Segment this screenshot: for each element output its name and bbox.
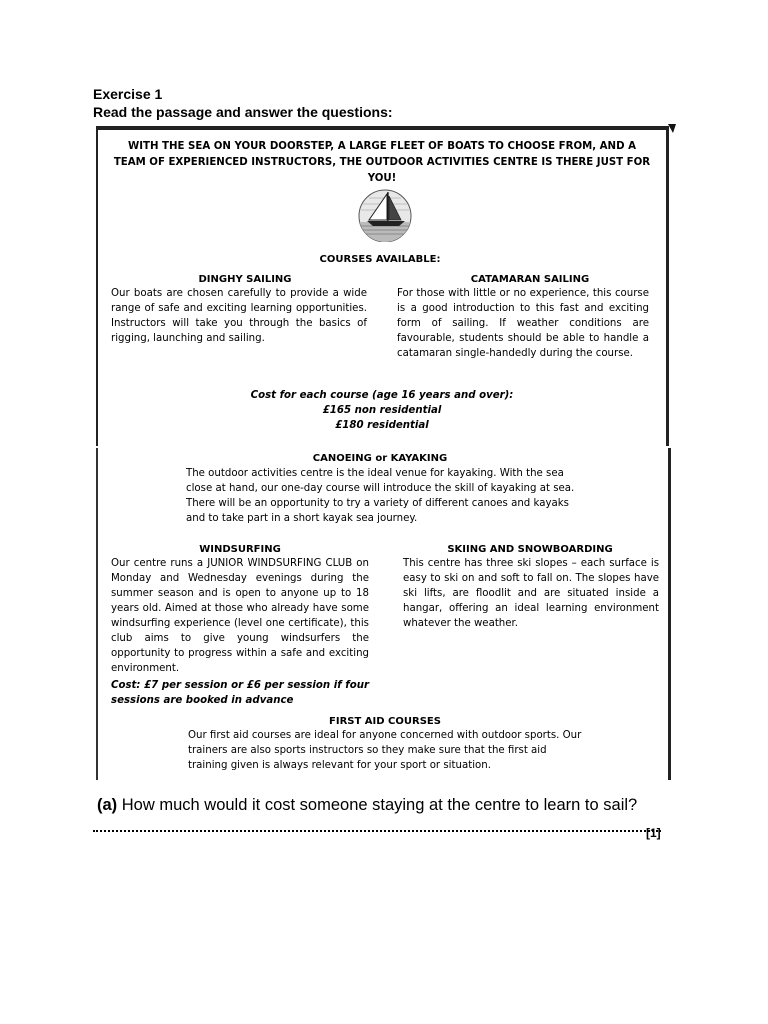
leaflet-headline: WITH THE SEA ON YOUR DOORSTEP, A LARGE FLEET OF BOATS TO CHOOSE FROM, AND A TEAM OF EXPERIENCED INSTRUCTORS, THE OUTDOOR ACTIVITIES CENTRE IS THERE JUST FOR YOU! [113, 141, 651, 184]
courses-heading: COURSES AVAILABLE: [319, 254, 441, 265]
first-aid-heading: FIRST AID COURSES [329, 716, 441, 727]
sailboat-sunset-icon [339, 186, 431, 242]
canoeing-heading: CANOEING or KAYAKING [312, 453, 448, 464]
skiing-text: This centre has three ski slopes – each surface is easy to ski on and soft to fall on. The slopes have ski lifts, are floodlit and are situated inside a hangar, offering an ideal learning environment whatever the weather. [403, 558, 659, 629]
exercise-instruction: Read the passage and answer the questions: [93, 104, 393, 120]
dinghy-heading: DINGHY SAILING [198, 274, 292, 285]
question-text: How much would it cost someone staying at the centre to learn to sail? [121, 796, 638, 814]
windsurfing-cost: Cost: £7 per session or £6 per session if four sessions are booked in advance [111, 680, 369, 706]
canoeing-text: The outdoor activities centre is the ideal venue for kayaking. With the sea close at hand, our one-day course will introduce the skill of kayaking at sea. There will be an opportunity to try a variety of different canoes and kayaks and to take part in a short kayak sea journey. [186, 468, 575, 524]
windsurfing-text: Our centre runs a JUNIOR WINDSURFING CLUB on Monday and Wednesday evenings during the summer season and is open to anyone up to 18 years old. Aimed at those who already have some windsurfing experience (level one certificate), this club aims to give young windsurfers the opportunity to progress within a safe and exciting environment. [111, 558, 369, 674]
cost-line-2: £165 non residential [322, 405, 442, 416]
first-aid-text: Our first aid courses are ideal for anyone concerned with outdoor sports. Our trainers are also sports instructors so they make sure that the first aid training given is always relevant for your sport or situation. [188, 730, 582, 771]
answer-line[interactable] [93, 830, 661, 832]
skiing-heading: SKIING AND SNOWBOARDING [447, 544, 613, 555]
question-a [97, 796, 637, 815]
dinghy-text: Our boats are chosen carefully to provide a wide range of safe and exciting learning opportunities. Instructors will take you through the basics of rigging, launching and sailing. [111, 288, 367, 344]
frame-corner-mark [668, 124, 676, 133]
cost-line-1: Cost for each course (age 16 years and over): [250, 390, 514, 401]
cost-line-3: £180 residential [335, 420, 429, 431]
question-marks: [1] [646, 826, 661, 840]
catamaran-heading: CATAMARAN SAILING [470, 274, 590, 285]
exercise-title: Exercise 1 [93, 86, 163, 102]
catamaran-text: For those with little or no experience, this course is a good introduction to this fast and exciting form of sailing. If weather conditions are favourable, students should be able to handle a catamaran single-handedly during the course. [397, 288, 649, 359]
course-cost [232, 388, 532, 433]
windsurfing-heading: WINDSURFING [199, 544, 281, 555]
question-label: (a) [97, 796, 118, 814]
